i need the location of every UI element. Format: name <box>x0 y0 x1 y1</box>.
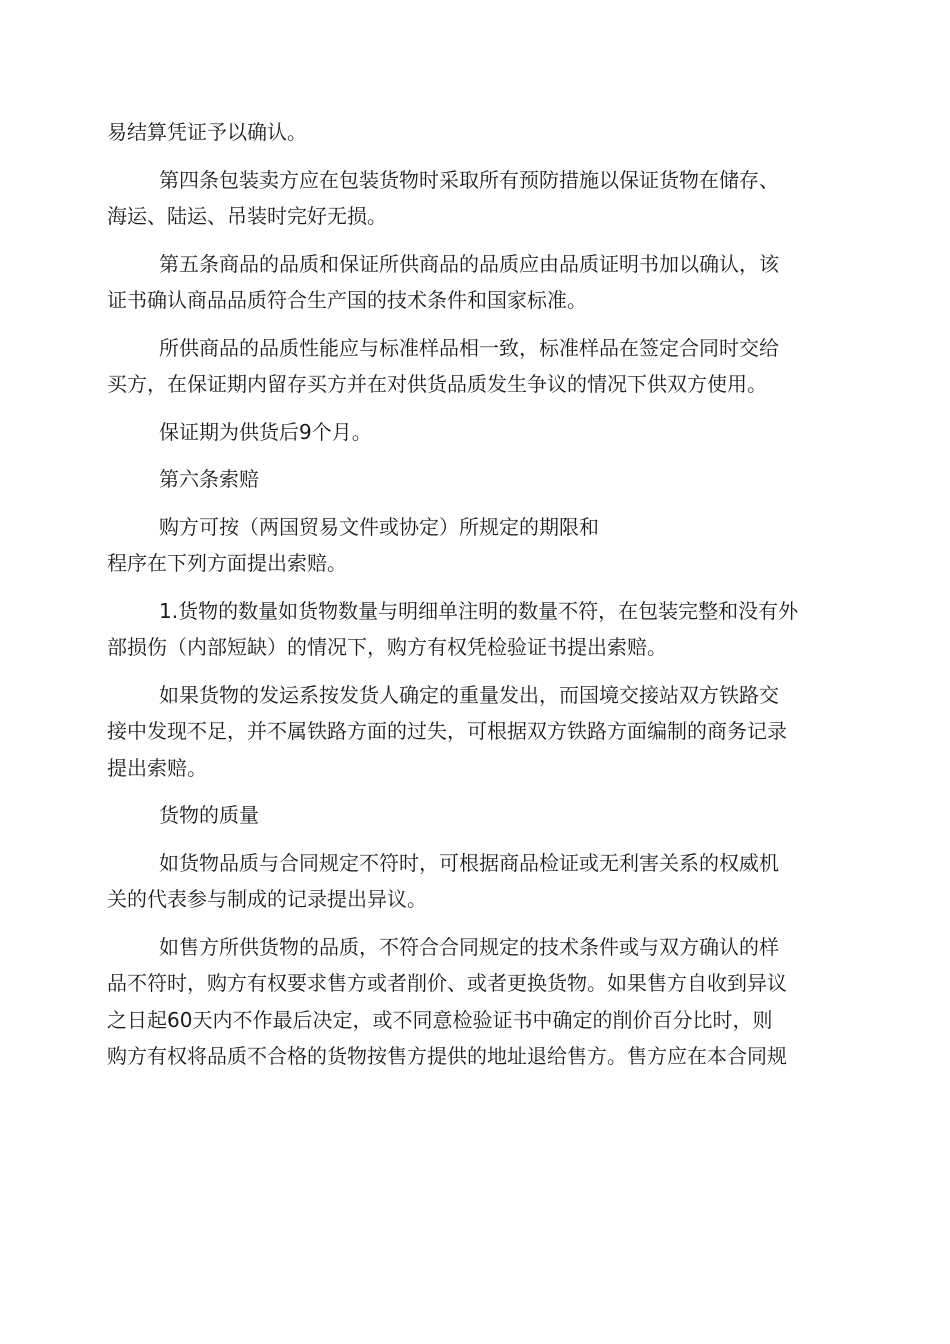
document-body <box>107 114 847 1075</box>
text-line: 如货物品质与合同规定不符时，可根据商品检证或无利害关系的权威机 <box>159 850 779 875</box>
text-line: 购方有权将品质不合格的货物按售方提供的地址退给售方。售方应在本合同规 <box>107 1044 787 1068</box>
paragraph-gap <box>107 918 847 929</box>
text-line: 保证期为供货后9个月。 <box>159 419 372 444</box>
paragraph <box>107 545 847 582</box>
paragraph <box>107 929 847 1075</box>
text-line: 第六条索赔 <box>159 467 259 491</box>
text-line: 如果货物的发运系按发货人确定的重量发出，而国境交接站双方铁路交 <box>159 682 779 707</box>
paragraph-gap <box>107 666 847 677</box>
paragraph <box>107 461 847 498</box>
paragraph <box>107 330 847 403</box>
text-line: 证书确认商品品质符合生产国的技术条件和国家标准。 <box>107 288 587 312</box>
paragraph <box>107 246 847 319</box>
paragraph-gap <box>107 786 847 797</box>
text-line: 程序在下列方面提出索赔。 <box>107 551 347 575</box>
text-line: 第五条商品的品质和保证所供商品的品质应由品质证明书加以确认，该 <box>159 251 779 276</box>
text-line: 所供商品的品质性能应与标准样品相一致，标准样品在签定合同时交给 <box>159 335 779 360</box>
text-line: 买方，在保证期内留存买方并在对供货品质发生争议的情况下供双方使用。 <box>107 372 767 396</box>
text-line: 海运、陆运、吊装时完好无损。 <box>107 204 387 228</box>
paragraph <box>107 797 847 834</box>
paragraph-gap <box>107 403 847 414</box>
text-line: 品不符时，购方有权要求售方或者削价、或者更换货物。如果售方自收到异议 <box>107 971 787 995</box>
paragraph <box>107 162 847 235</box>
text-line: 部损伤（内部短缺）的情况下，购方有权凭检验证书提出索赔。 <box>107 635 667 659</box>
text-line: 第四条包装卖方应在包装货物时采取所有预防措施以保证货物在储存、 <box>159 167 779 192</box>
paragraph-gap <box>107 319 847 330</box>
paragraph-gap <box>107 498 847 509</box>
paragraph <box>107 845 847 918</box>
paragraph <box>107 509 847 546</box>
text-line: 之日起60天内不作最后决定，或不同意检验证书中确定的削价百分比时，则 <box>107 1007 773 1032</box>
paragraph <box>107 114 847 151</box>
text-line: 货物的质量 <box>159 803 259 827</box>
text-line: 如售方所供货物的品质，不符合合同规定的技术条件或与双方确认的样 <box>159 934 779 959</box>
text-line: 提出索赔。 <box>107 755 207 780</box>
text-line: 购方可按（两国贸易文件或协定）所规定的期限和 <box>159 514 599 539</box>
text-line: 1.货物的数量如货物数量与明细单注明的数量不符，在包装完整和没有外 <box>159 598 799 623</box>
paragraph-gap <box>107 450 847 461</box>
text-line: 易结算凭证予以确认。 <box>107 120 307 144</box>
paragraph-gap <box>107 235 847 246</box>
text-line: 关的代表参与制成的记录提出异议。 <box>107 887 427 911</box>
paragraph-gap <box>107 582 847 593</box>
paragraph <box>107 593 847 666</box>
paragraph-gap <box>107 151 847 162</box>
paragraph <box>107 414 847 451</box>
paragraph <box>107 677 847 787</box>
paragraph-gap <box>107 834 847 845</box>
text-line: 接中发现不足，并不属铁路方面的过失，可根据双方铁路方面编制的商务记录 <box>107 719 787 743</box>
